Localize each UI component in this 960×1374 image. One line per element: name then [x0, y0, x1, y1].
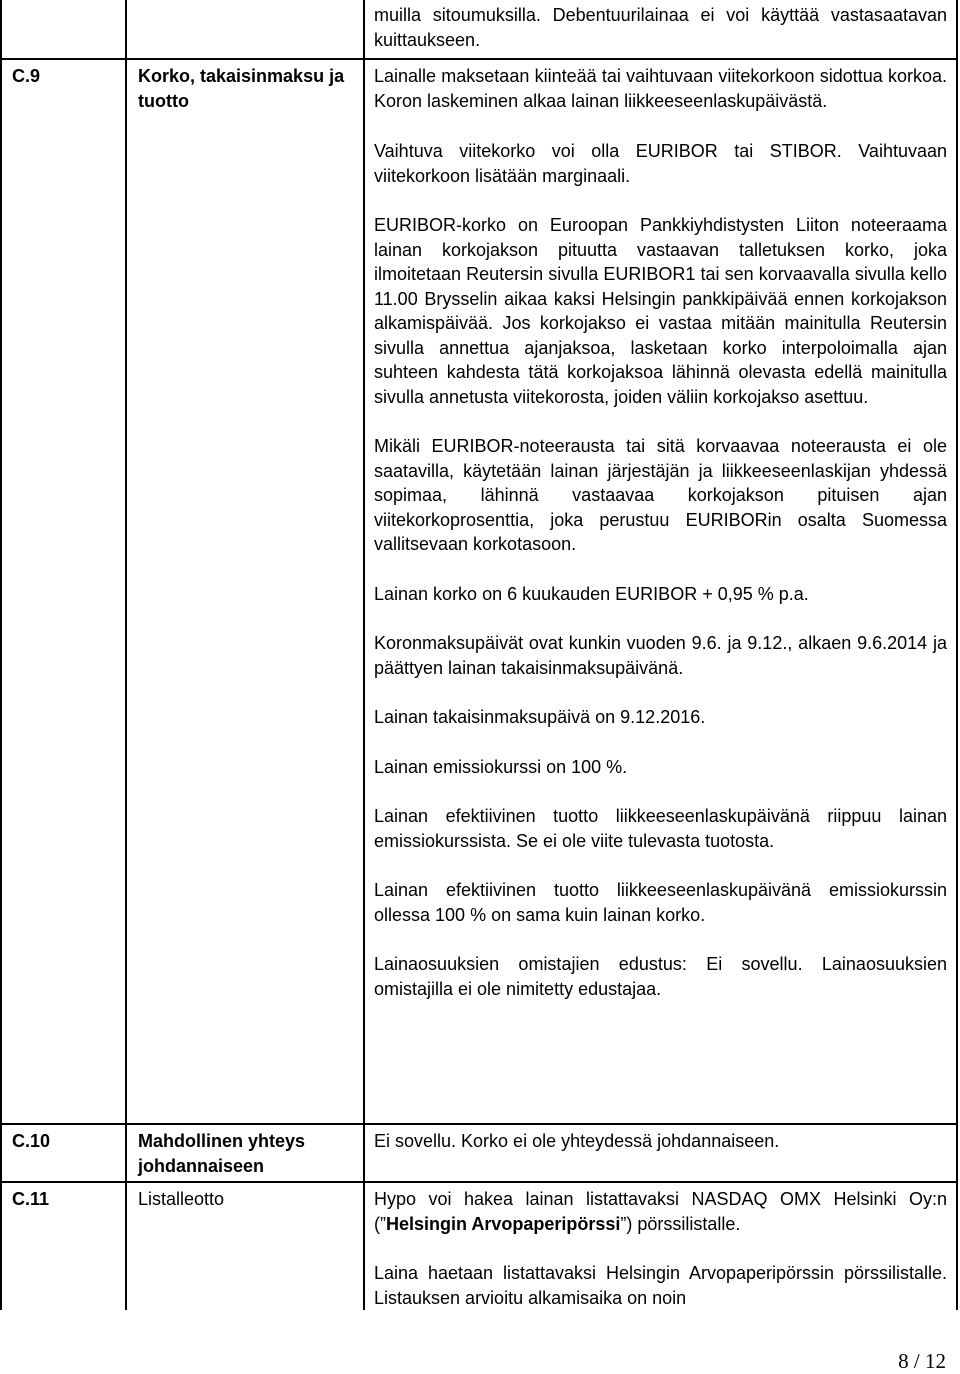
section-content [374, 1129, 947, 1154]
paragraph: Lainan efektiivinen tuotto liikkeeseenlaskupäivänä emissiokurssin ollessa 100 % on sama kuin lainan korko. [374, 880, 947, 925]
listing-text-start: Hypo voi hakea lainan listattavaksi NASDAQ OMX Helsinki Oy:n (” [374, 1189, 947, 1234]
section-code: C.9 [12, 66, 41, 86]
table-divider-1 [125, 0, 127, 1310]
paragraph: Lainan korko on 6 kuukauden EURIBOR + 0,95 % p.a. [374, 583, 809, 604]
row-separator [0, 1123, 958, 1125]
continuation-text [374, 3, 947, 52]
paragraph [374, 1187, 947, 1236]
section-content [374, 1187, 947, 1310]
exchange-name: Helsingin Arvopaperipörssi [386, 1213, 621, 1234]
paragraph: Lainaosuuksien omistajien edustus: Ei sovellu. Lainaosuuksien omistajilla ei ole nimitetty edustajaa. [374, 954, 947, 999]
paragraph: Lainalle maksetaan kiinteää tai vaihtuvaan viitekorkoon sidottua korkoa. Koron laskeminen alkaa lainan liikkeeseenlaskupäivästä. [374, 66, 947, 111]
paragraph: Mikäli EURIBOR-noteerausta tai sitä korvaavaa noteerausta ei ole saatavilla, käytetään lainan järjestäjän ja liikkeeseenlaskijan yhdessä sopimaa, lähinnä vastaavaa korkojakson pituisen ajan viitekorkoprosenttia, joka perustuu EURIBORin osalta Suomessa vallitsevaan korkotasoon. [374, 436, 947, 554]
listing-text-end: ”) pörssilistalle. [620, 1213, 741, 1234]
section-code: C.10 [12, 1131, 51, 1151]
section-content [374, 64, 947, 1001]
section-title: Listalleotto [138, 1189, 225, 1209]
paragraph: Laina haetaan listattavaksi Helsingin Arvopaperipörssin pörssilistalle. Listauksen arvioitu alkamisaika on noin [374, 1263, 947, 1308]
paragraph: Ei sovellu. Korko ei ole yhteydessä johdannaiseen. [374, 1131, 780, 1151]
table-border-left [0, 0, 2, 1310]
row-separator [0, 58, 958, 60]
paragraph: Vaihtuva viitekorko voi olla EURIBOR tai STIBOR. Vaihtuvaan viitekorkoon lisätään marginaali. [374, 141, 947, 186]
page-number: 8 / 12 [898, 1349, 946, 1373]
paragraph: Lainan efektiivinen tuotto liikkeeseenlaskupäivänä riippuu lainan emissiokurssista. Se ei ole viite tulevasta tuotosta. [374, 806, 947, 851]
paragraph: EURIBOR-korko on Euroopan Pankkiyhdistysten Liiton noteeraama lainan korkojakson pituutta vastaavan talletuksen korko, joka ilmoitetaan Reutersin sivulla EURIBOR1 tai sen korvaavalla sivulla kello 11.00 Brysselin aikaa kaksi Helsingin pankkipäivää ennen korkojakson alkamispäivää. Jos korkojakso ei vastaa mitään mainitulla Reutersin sivulla annettua ajanjaksoa, lasketaan korko interpoloimalla ajan suhteen kahdesta tätä korkojaksoa lähinnä olevasta edellä mainitulla sivulla annetusta viitekorosta, joiden väliin korkojakso asettuu. [374, 215, 947, 407]
paragraph: muilla sitoumuksilla. Debentuurilainaa ei voi käyttää vastasaatavan kuittaukseen. [374, 5, 947, 50]
paragraph: Lainan takaisinmaksupäivä on 9.12.2016. [374, 707, 706, 727]
paragraph: Lainan emissiokurssi on 100 %. [374, 756, 628, 777]
section-code: C.11 [12, 1189, 50, 1209]
table-divider-2 [363, 0, 365, 1310]
paragraph: Koronmaksupäivät ovat kunkin vuoden 9.6. ja 9.12., alkaen 9.6.2014 ja päättyen lainan takaisinmaksupäivänä. [374, 633, 947, 678]
section-title: Mahdollinen yhteys johdannaiseen [138, 1131, 306, 1176]
row-separator [0, 1181, 958, 1183]
section-title: Korko, takaisinmaksu ja tuotto [138, 66, 345, 111]
table-border-right [956, 0, 958, 1310]
